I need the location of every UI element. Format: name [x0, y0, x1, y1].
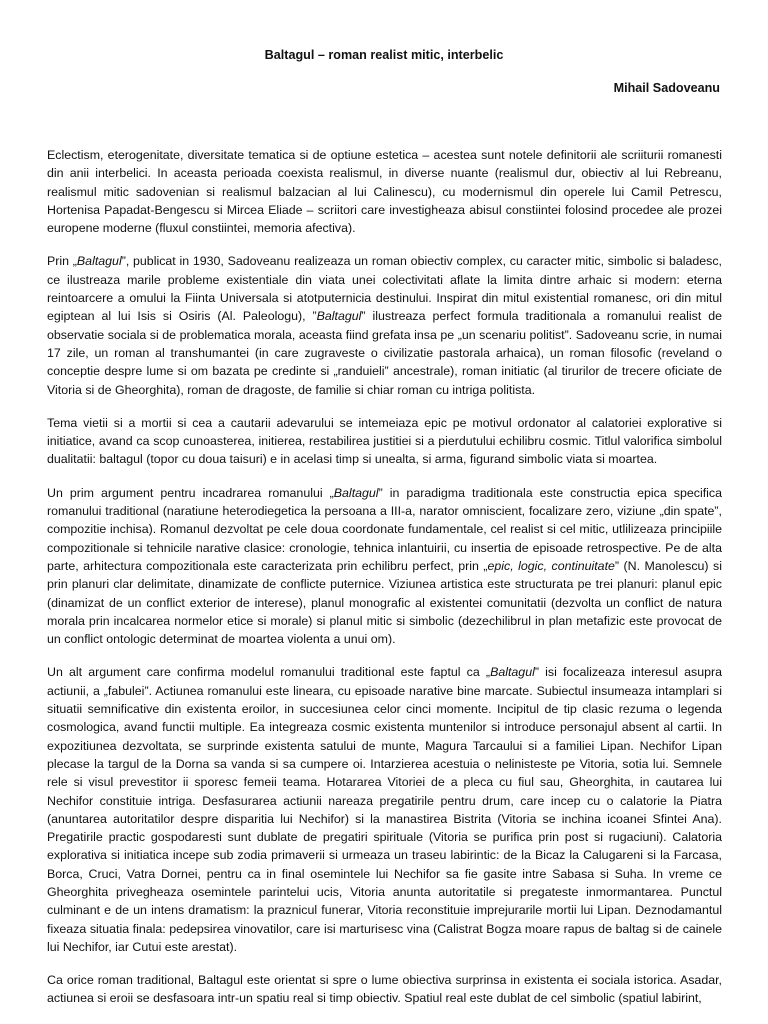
paragraph-first-argument: [47, 484, 722, 649]
italic-title-run: Baltagul: [316, 309, 362, 324]
document-title: Baltagul – roman realist mitic, interbelic: [264, 48, 504, 62]
italic-quote-run: epic, logic, continuitate: [487, 558, 615, 573]
text-run: Prin „: [47, 254, 77, 269]
text-run: ” in paradigma traditionala este constructia epica specifica romanului traditional (naratiune heterodiegetica la persoana a III-a, narator omniscient, focalizare zero, viziune „din spate”, compozitie inchisa). Romanul dezvoltat pe cele doua coordonate fundamentale, cel realist si cel mitic, utlilizeaza principiile compozitionale si tehnicile narative clasice: cronologie, tehnica inlantuirii, cu insertia de episoade retrospective. Pe de alta parte, arhitectura compozitionala este caracterizata prin echilibru perfect, prin „: [47, 485, 722, 573]
text-run: ” (N. Manolescu) si prin planuri clar delimitate, dinamizate de conflicte puternice. Viziunea artistica este structurata pe trei planuri: planul epic (dinamizat de un conflict exterior de interese), planul monografic al existentei comunitatii (dezvolta un conflict de natura morala prin incalcarea normelor etice si morale) si planul mitic si simbolic (dezechilibrul in plan metafizic este provocat de un conflict ontologic determinat de moartea violenta a unui om).: [47, 558, 722, 647]
paragraph-space-time: Ca orice roman traditional, Baltagul este orientat si spre o lume obiectiva surprinsa in existenta ei sociala istorica. Asadar, actiunea si eroii se desfasoara intr-un spatiu real si timp obiectiv. Spatiul real este dublat de cel simbolic (spatiul labirint,: [47, 973, 722, 1006]
paragraph-second-argument: [47, 663, 722, 956]
text-run: Un prim argument pentru incadrarea romanului „: [47, 485, 334, 500]
paragraph-baltagul-overview: [47, 252, 722, 398]
text-run: Un alt argument care confirma modelul romanului traditional este faptul ca „: [47, 665, 491, 680]
paragraph-theme: Tema vietii si a mortii si cea a cautarii adevarului se intemeiaza epic pe motivul ordonator al calatoriei explorative si initiatice, avand ca scop cunoasterea, initierea, restabilirea justitiei si a pierdutului echilibru cosmic. Titlul valorifica simbolul dualitatii: baltagul (topor cu doua taisuri) e in acelasi timp si unealta, si arma, figurand simbolic viata si moartea.: [47, 415, 722, 467]
text-run: ”, publicat in 1930, Sadoveanu realizeaza un roman obiectiv complex, cu caracter mitic, simbolic si baladesc, ce ilustreaza marile probleme existentiale din viata unei colectivitati aflate la limita dintre arhaic si modern: eterna reintoarcere a omului la Fiinta Universala si atotputernicia destinului. Inspirat din mitul existential romanesc, ori din mitul egiptean al lui Isis si Osiris (Al. Paleologu), ”: [47, 254, 723, 324]
document-author: Mihail Sadoveanu: [613, 81, 720, 95]
text-run: ” isi focalizeaza interesul asupra actiunii, a „fabulei”. Actiunea romanului este lineara, cu episoade narative bine marcate. Subiectul insumeaza intamplari si situatii semnificative din existenta eroilor, in succesiunea celor cinci momente. Incipitul de tip clasic rezuma o legenda cosmologica, avand functii multiple. Ea integreaza cosmic existenta muntenilor si introduce personajul absent al cartii. In expozitiunea dezvoltata, se surprinde existenta satului de munte, Magura Tarcaului si a familiei Lipan. Nechifor Lipan plecase la targul de la Dorna sa vanda si sa cumpere oi. Intarzierea acestuia o nelinisteste pe Vitoria, sotia lui. Semnele rele si visul prevestitor ii sporesc femeii teama. Hotararea Vitoriei de a pleca cu fiul sau, Gheorghita, in cautarea lui Nechifor constituie intriga. Desfasurarea actiunii nareaza pregatirile pentru drum, care incep cu o calatorie la Piatra (anuntarea autoritatilor despre disparitia lui Nechifor) si la manastirea Bistrita (Vitoria se inchina icoanei Sfintei Ana). Pregatirile practic gospodaresti sunt dublate de pregatiri spirituale (Vitoria se purifica prin post si rugaciuni). Calatoria explorativa si initiatica incepe sub zodia primaverii si urmeaza un traseu labirintic: de la Bicaz la Calugareni si la Farcasa, Borca, Cruci, Vatra Dornei, pentru ca in final osemintele lui Nechifor sa fie gasite intre Sabasa si Suha. In vreme ce Gheorghita privegheaza osemintele parintelui ucis, Vitoria anunta autoritatile si pregateste inmormantarea. Punctul culminant e de un intens dramatism: la praznicul funerar, Vitoria reconstituie imprejurarile mortii lui Lipan. Deznodamantul fixeaza situatia finala: pedepsirea vinovatilor, care isi marturisesc vina (Calistrat Bogza moare rapus de baltag si de cainele lui Nechifor, iar Cutui este arestat).: [47, 665, 722, 954]
italic-title-run: Baltagul: [76, 254, 122, 269]
document-body: [47, 146, 722, 1023]
italic-title-run: Baltagul: [490, 665, 535, 680]
paragraph-intro: Eclectism, eterogenitate, diversitate tematica si de optiune estetica – acestea sunt notele definitorii ale scriiturii romanesti din anii interbelici. In aceasta perioada coexista realismul, in diverse nuante (realismul dur, obiectiv al lui Rebreanu, realismul mitic sadovenian si realismul balzacian al lui Calinescu), cu modernismul din operele lui Camil Petrescu, Hortenisa Papadat-Bengescu si Mircea Eliade – scriitori care investigheaza abisul constiintei folosind procedee ale prozei europene moderne (fluxul constiintei, memoria afectiva).: [47, 148, 722, 236]
text-run: ” ilustreaza perfect formula traditionala a romanului realist de observatie sociala si de problematica morala, aceasta fiind grefata insa pe „un scenariu politist”. Sadoveanu scrie, in numai 17 zile, un roman al transhumantei (in care zugraveste o civilizatie pastorala arhaica), un roman filosofic (reveland o conceptie despre lume si om bazata pe credinte si „randuieli” ancestrale), roman initiatic (al tirurilor de trecere oficiate de Vitoria si de Gheorghita), roman de dragoste, de familie si chiar roman cu intriga politista.: [47, 309, 722, 397]
italic-title-run: Baltagul: [333, 485, 379, 500]
